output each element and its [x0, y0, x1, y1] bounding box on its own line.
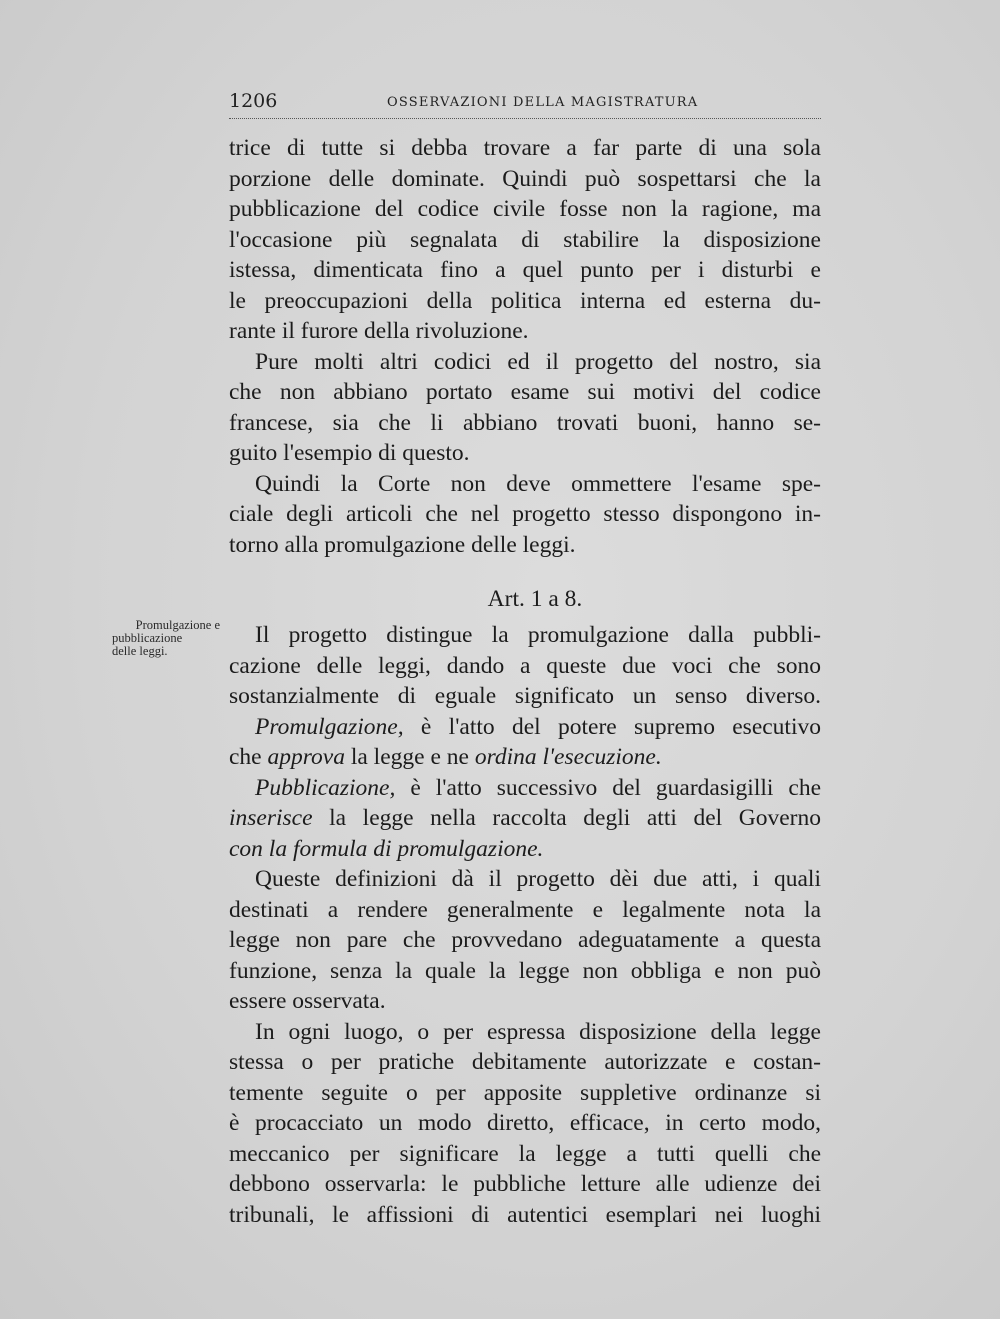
emphasis: approva	[267, 744, 345, 770]
text-line	[229, 834, 821, 865]
text-line: francese, sia che li abbiano trovati buoni, hanno se-	[229, 409, 821, 436]
text-line: destinati a rendere generalmente e legalmente nota la	[229, 896, 821, 923]
text-line: legge non pare che provvedano adeguatamente a questa	[229, 927, 821, 953]
text-line: sostanzialmente di eguale significato un senso diverso.	[229, 683, 821, 709]
text-line: torno alla promulgazione delle leggi.	[229, 531, 576, 558]
text-fragment: che	[229, 744, 262, 770]
text-line: che non abbiano portato esame sui motivi del codice	[229, 379, 821, 405]
text-line: cazione delle leggi, dando a queste due voci che sono	[229, 652, 821, 679]
text-line: funzione, senza la quale la legge non obbliga e non può	[229, 957, 821, 984]
text-line: trice di tutte si debba trovare a far parte di una sola	[229, 135, 821, 161]
text-fragment: la legge e ne	[350, 744, 469, 770]
text-line: le preoccupazioni della politica interna ed esterna du-	[229, 287, 821, 314]
defined-term: Pubblicazione,	[255, 774, 396, 801]
text-line	[229, 742, 821, 773]
text-fragment: la legge nella raccolta degli atti del Governo	[329, 805, 821, 831]
margin-note-line: delle leggi.	[112, 644, 168, 658]
text-line: In ogni luogo, o per espressa disposizione della legge	[255, 1018, 821, 1045]
text-line: tribunali, le affissioni di autentici esemplari nei luoghi	[229, 1201, 821, 1228]
margin-note-line: Promulgazione e	[135, 618, 220, 632]
text-line: stessa o per pratiche debitamente autorizzate e costan-	[229, 1049, 821, 1075]
margin-note-line: pubblicazione	[112, 631, 183, 645]
text-line: è procacciato un modo diretto, efficace, in certo modo,	[229, 1110, 821, 1136]
text-line: porzione delle dominate. Quindi può sospettarsi che la	[229, 165, 821, 192]
emphasis: inserisce	[229, 805, 313, 831]
running-title: OSSERVAZIONI DELLA MAGISTRATURA	[387, 95, 699, 110]
text-line: Il progetto distingue la promulgazione dalla pubbli-	[255, 622, 821, 648]
body-text	[229, 133, 821, 1230]
paragraph-8	[229, 1017, 821, 1231]
defined-term: Promulgazione,	[255, 713, 404, 740]
paragraph-2	[229, 347, 821, 469]
paragraph-6	[229, 773, 821, 865]
emphasis: ordina l'esecuzione.	[474, 744, 662, 770]
emphasis: con la formula di promulgazione.	[229, 835, 544, 862]
text-line	[229, 803, 821, 834]
text-line: Queste definizioni dà il progetto dèi due atti, i quali	[255, 866, 821, 892]
paragraph-3	[229, 469, 821, 561]
paragraph-5	[229, 712, 821, 773]
paragraph-7	[229, 864, 821, 1017]
text-line: istessa, dimenticata fino a quel punto per i disturbi e	[229, 257, 821, 283]
page-number: 1206	[229, 90, 278, 112]
text-fragment: è l'atto successivo del guardasigilli che	[410, 774, 821, 801]
paragraph-1	[229, 133, 821, 347]
text-line: temente seguite o per apposite suppletive ordinanze si	[229, 1079, 821, 1106]
text-line: Quindi la Corte non deve ommettere l'esame spe-	[255, 470, 821, 497]
text-line: rante il furore della rivoluzione.	[229, 318, 529, 344]
paragraph-4	[229, 620, 821, 712]
margin-note	[112, 619, 220, 658]
text-line: meccanico per significare la legge a tutti quelli che	[229, 1140, 821, 1167]
text-line: l'occasione più segnalata di stabilire la disposizione	[229, 226, 821, 253]
text-line	[229, 773, 821, 804]
text-line: guito l'esempio di questo.	[229, 440, 470, 466]
page-header	[229, 90, 821, 119]
text-line: Pure molti altri codici ed il progetto del nostro, sia	[255, 348, 821, 375]
article-heading: Art. 1 a 8.	[487, 586, 583, 612]
text-line: essere osservata.	[229, 988, 386, 1014]
text-line: pubblicazione del codice civile fosse non la ragione, ma	[229, 196, 821, 222]
text-line: ciale degli articoli che nel progetto stesso dispongono in-	[229, 501, 821, 527]
text-line	[229, 712, 821, 743]
text-fragment: è l'atto del potere supremo esecutivo	[420, 713, 821, 740]
text-line: debbono osservarla: le pubbliche letture alle udienze dei	[229, 1171, 821, 1197]
